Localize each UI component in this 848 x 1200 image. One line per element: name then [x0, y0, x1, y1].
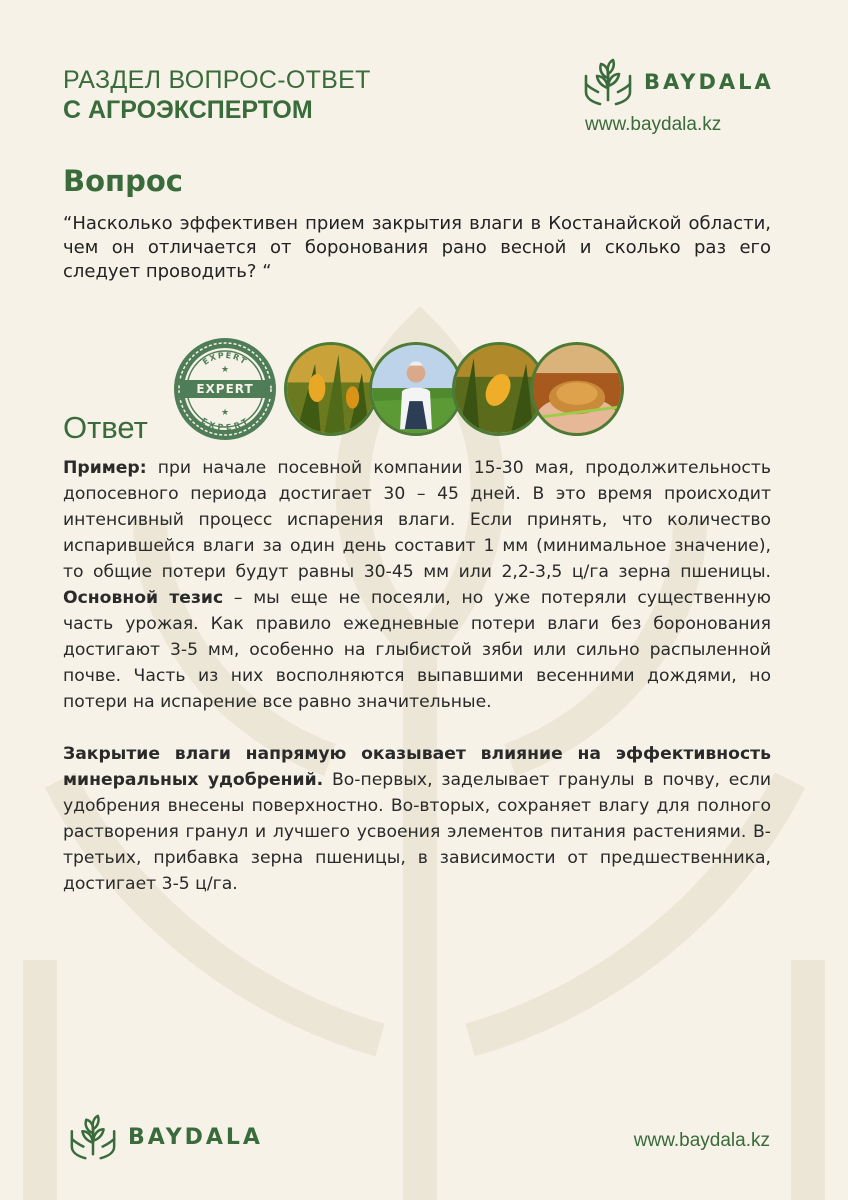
section-header-line1: РАЗДЕЛ ВОПРОС-ОТВЕТ [63, 66, 371, 94]
photo-grain-hands [530, 342, 624, 436]
question-text: “Насколько эффективен прием закрытия влаги в Костанайской области, чем он отличается от боронования рано весной и сколько раз его следует проводить? “ [63, 213, 771, 282]
expert-badge [172, 336, 278, 442]
sprout-hands-icon [580, 56, 636, 108]
answer-paragraph-1: Пример: при начале посевной компании 15-30 мая, продолжительность допосевного периода достигает 30 – 45 дней. В это время происходит интенсивный процесс испарения влаги. Если принять, что количество испарившейся влаги за один день составит 1 мм (минимальное значение), то общие потери будут равны 30-45 мм или 2,2-3,5 ц/га зерна пшеницы. Основной тезис – мы еще не посеяли, но уже потеряли существенную часть урожая. Как правило ежедневные потери влаги без боронования достигают 3-5 мм, особенно на глыбистой зяби или сильно распыленной почве. Часть из них восполняются выпавшими весенними дождями, но потери на испарение все равно значительные. [63, 458, 772, 712]
badge-bottom-text: EXPERT [199, 416, 251, 433]
section-header-line2: С АГРОЭКСПЕРТОМ [63, 96, 313, 124]
footer-url[interactable]: www.baydala.kz [633, 1130, 770, 1151]
example-label: Пример: [63, 458, 147, 478]
badge-star-icon: ★ [220, 408, 230, 418]
badge-star-icon: ★ [220, 365, 230, 375]
paragraph-2-lead: Закрытие влаги напрямую оказывает влияние на эффективность минеральных удобрений. [63, 744, 771, 790]
sprout-hands-icon [66, 1112, 120, 1162]
badge-top-text: EXPERT [201, 350, 249, 367]
question-title: Вопрос [63, 164, 183, 198]
main-thesis-label: Основной тезис [63, 588, 224, 608]
badge-center-text: EXPERT [196, 382, 254, 396]
answer-title: Ответ [63, 410, 148, 445]
brand-name: BAYDALA [128, 1124, 263, 1150]
brand-name: BAYDALA [644, 70, 774, 94]
section-header [63, 66, 371, 125]
photo-corn-field [284, 342, 378, 436]
brand-footer [66, 1112, 263, 1162]
photo-agroexpert [369, 342, 463, 436]
answer-body [63, 455, 771, 923]
answer-paragraph-2: Закрытие влаги напрямую оказывает влияние на эффективность минеральных удобрений. Во-первых, заделывает гранулы в почву, если удобрения внесены поверхностно. Во-вторых, сохраняет влагу для полного растворения гранул и лучшего усвоения элементов питания растениями. В-третьих, прибавка зерна пшеницы, в зависимости от предшественника, достигает 3-5 ц/га. [63, 744, 771, 894]
brand-header [580, 56, 774, 136]
brand-url[interactable]: www.baydala.kz [585, 114, 722, 135]
